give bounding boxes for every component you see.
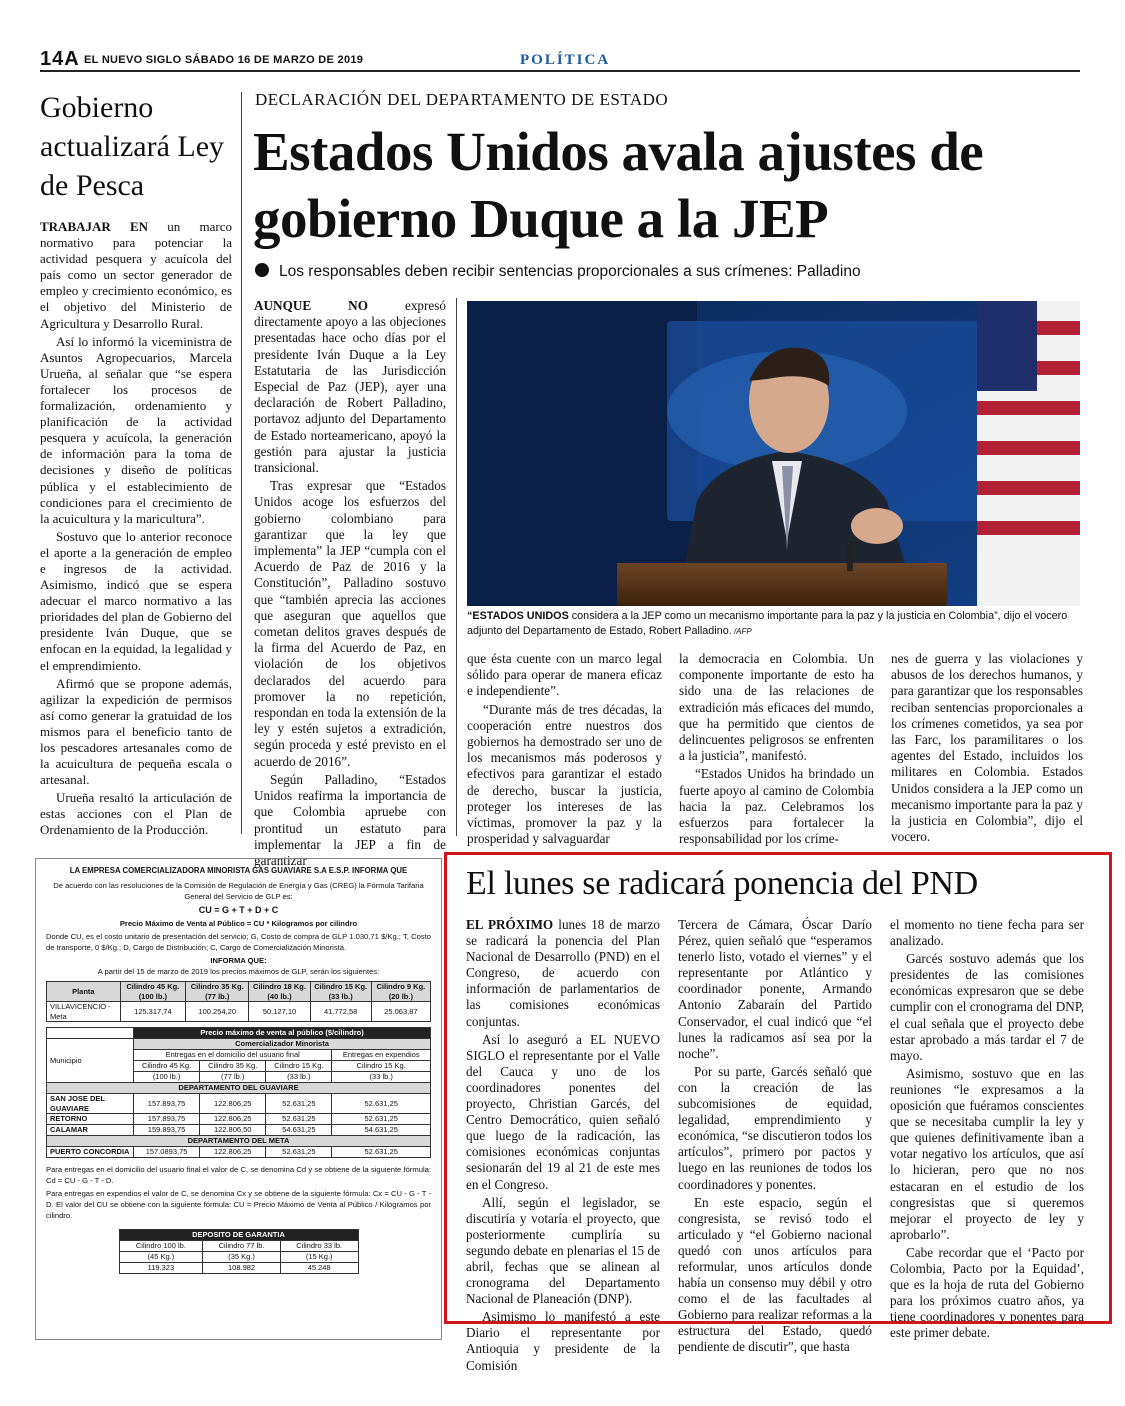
table-cell: 122.806,25 (200, 1147, 266, 1158)
main-paragraph: Tras expresar que “Estados Unidos acoge los esfuerzos del gobierno colombiano para garantizar que la ley que implementa” la JEP “cumpla con el Acuerdo de Paz de 2016 y la Constitución”, Palladino sostuvo que “también aprecia las acciones que aseguran que aquellos que cometan delitos graves después de la firma del Acuerdo de Paz, en violación de los objetivos declarados del acuerdo para promover la no repetición, respondan en toda la extensión de la ley y estén sujetos a extradición, según proceda y esté previsto en el acuerdo de 2016”. (254, 478, 446, 769)
table-row (119, 1263, 358, 1274)
table-header-cell: Entregas en expendios (332, 1050, 431, 1061)
table-header-cell: Comercializador Minorista (134, 1039, 431, 1050)
table-header-cell: Cilindro 9 Kg. (20 lb.) (371, 982, 430, 1002)
sidebar-body (40, 219, 232, 839)
caption-credit: /AFP (731, 627, 752, 636)
pnd-col-3 (890, 917, 1084, 1343)
table-header-cell: Cilindro 45 Kg. (134, 1061, 200, 1072)
notice-informa: INFORMA QUE: (210, 956, 267, 965)
gas-price-notice (35, 858, 442, 1340)
department-heading: DEPARTAMENTO DEL META (47, 1136, 431, 1147)
main-paragraph: Según Palladino, “Estados Unidos reafirma la importancia de que Colombia apruebe con prontitud un estatuto para implementar la JEP a fin de garantizar (254, 771, 446, 868)
table-header-cell: Municipio (47, 1039, 134, 1083)
sidebar-paragraph: Afirmó que se propone además, agilizar la expedición de permisos así como generar la gratuidad de los mismos para el beneficio tanto de los pescadores artesanales como de la acuicultura de pequeña escala o artesanal. (40, 675, 232, 788)
press-photo (467, 301, 1080, 606)
table-row (47, 1147, 431, 1158)
table-cell: SAN JOSE DEL GUAVIARE (47, 1094, 134, 1114)
table-row (47, 1114, 431, 1125)
main-paragraph: la democracia en Colombia. Un componente importante de esto ha sido una de las relaciones de extradición más eficaces del mundo, que ha permitido que cientos de delincuentes peligrosos se enfrenten a la justicia”, manifestó. (679, 651, 874, 764)
bullet-icon (255, 263, 269, 277)
kicker: DECLARACIÓN DEL DEPARTAMENTO DE ESTADO (255, 90, 669, 109)
sidebar-paragraph: un marco normativo para potenciar la actividad pesquera y acuícola del país como un sector generador de empleo y crecimiento económico, es el objetivo del Ministerio de Agricultura y Desarrollo Rural. (40, 219, 233, 331)
table-header-cell: Cilindro 77 lb. (203, 1241, 281, 1252)
pnd-paragraph: Asimismo lo manifestó a este Diario el representante por Antioquia y presidente de la Comisión (466, 1309, 660, 1373)
plant-price-table (46, 981, 431, 1022)
notice-note: Para entregas en el domicilio del usuario final el valor de C, se denomina Cd y se obtiene de la siguiente fórmula: Cd = CU - G - T - D. (46, 1165, 431, 1185)
table-cell: 157.893,75 (134, 1114, 200, 1125)
pnd-paragraph: lunes 18 de marzo se radicará la ponencia del Plan Nacional de Desarrollo (PND) en el Congreso, de acuerdo con información de parlamentarios de las comisiones económicas conjuntas. (466, 917, 661, 1029)
table-cell: 52.631,25 (266, 1114, 332, 1125)
table-header-cell: Cilindro 15 Kg. (33 lb.) (310, 982, 371, 1002)
pnd-col-2 (678, 917, 872, 1358)
subhead (255, 263, 861, 281)
table-cell: 25.063,87 (371, 1002, 430, 1022)
sidebar-paragraph: Sostuvo que lo anterior reconoce el aporte a la generación de empleo e ingresos de la actividad. Asimismo, indicó que se espera adecuar el marco normativo a las prioridades del plan de Gobierno del presidente Iván Duque, que se enfocan en la equidad, la legalidad y el emprendimiento. (40, 528, 232, 673)
table-cell: 50.127,10 (249, 1002, 310, 1022)
sidebar-paragraph: Urueña resaltó la articulación de estas acciones con el Plan de Ordenamiento de la Producción. (40, 790, 232, 838)
main-col-4 (891, 651, 1083, 847)
table-header-cell: (77 lb.) (200, 1072, 266, 1083)
table-cell: 52.631,25 (332, 1147, 431, 1158)
table-cell: CALAMAR (47, 1125, 134, 1136)
main-paragraph: que ésta cuente con un marco legal sólido para operar de manera eficaz e independiente”. (467, 651, 662, 699)
main-lead: AUNQUE NO (254, 298, 368, 313)
table-cell: 159.893,75 (134, 1125, 200, 1136)
notice-price-formula: Precio Máximo de Venta al Público = CU * Kilogramos por cilindro (119, 919, 358, 928)
table-cell: 122.806,50 (200, 1125, 266, 1136)
table-cell: 52.631,25 (332, 1094, 431, 1114)
main-col-1 (254, 298, 446, 871)
table-cell: 54.631,25 (332, 1125, 431, 1136)
pnd-col-1 (466, 917, 660, 1376)
notice-from-date: A partir del 15 de marzo de 2019 los precios máximos de GLP, serán los siguientes: (97, 967, 380, 976)
table-header-cell: (33 lb.) (266, 1072, 332, 1083)
notice-formula: CU = G + T + D + C (198, 905, 279, 915)
table-header-cell: (15 Kg.) (280, 1252, 358, 1263)
subhead-text: Los responsables deben recibir sentencias proporcionales a sus crímenes: Palladino (279, 263, 861, 280)
table-cell: 52.631,25 (332, 1114, 431, 1125)
table-header-cell: Planta (47, 982, 121, 1002)
pnd-paragraph: Tercera de Cámara, Óscar Darío Pérez, quien señaló que “esperamos tenerlo listo, votado el viernes” y el representante por Atlántico y coordinador ponente, Armando Antonio Zabaraín del Partido Conservador, el cual indicó que “el lunes la radicamos así sea por la noche”. (678, 917, 872, 1061)
table-header-cell: Cilindro 33 lb. (280, 1241, 358, 1252)
pnd-paragraph: Cabe recordar que el ‘Pacto por Colombia, Pacto por la Equidad’, que es la hoja de ruta del Gobierno para los próximos cuatro años, ya tiene coordinadores y ponentes para este primer debate. (890, 1244, 1084, 1341)
table-title: Precio máximo de venta al público ($/cilindro) (134, 1028, 431, 1039)
table-cell: 122.806,25 (200, 1114, 266, 1125)
main-paragraph: “Durante más de tres décadas, la cooperación entre nuestros dos gobiernos ha demostrado ser uno de los mecanismos más poderosos y efectivos para garantizar el estado de derecho, buscar la justicia, proteger los intereses de las víctimas, promover la paz y la prosperidad y salvaguardar (467, 701, 662, 847)
table-cell: 108.982 (203, 1263, 281, 1274)
table-cell: 157.0893,75 (134, 1147, 200, 1158)
podium (617, 563, 947, 606)
pnd-paragraph: Garcés sostuvo además que los presidentes de las comisiones económicas expresaron que se debe cumplir con el cronograma del DNP, el cual señala que el proyecto debe estar aprobado a más tardar el 7 de mayo. (890, 951, 1084, 1063)
table-header-cell: (35 Kg.) (203, 1252, 281, 1263)
table-cell: 119.323 (119, 1263, 203, 1274)
pnd-paragraph: el momento no tiene fecha para ser analizado. (890, 917, 1084, 949)
table-header-cell: Cilindro 100 lb. (119, 1241, 203, 1252)
table-header-cell: Cilindro 35 Kg. (77 lb.) (186, 982, 249, 1002)
pnd-paragraph: Por su parte, Garcés señaló que con la creación de las subcomisiones de equidad, legalidad, emprendimiento y económica, “se discutieron todos los artículos”, primero por pactos y luego en las reuniones de todos los coordinadores y ponentes. (678, 1063, 872, 1192)
spokesperson-photo (467, 301, 1080, 606)
pnd-headline: El lunes se radicará ponencia del PND (466, 865, 978, 902)
column-rule (241, 92, 242, 834)
table-header-cell: Cilindro 35 Kg. (200, 1061, 266, 1072)
notice-title: LA EMPRESA COMERCIALIZADORA MINORISTA GAS GUAVIARE S.A E.S.P. INFORMA QUE (69, 866, 408, 875)
table-header (47, 982, 431, 1002)
table-cell: 157.893,75 (134, 1094, 200, 1114)
table-header-cell: (45 Kg.) (119, 1252, 203, 1263)
table-cell: 41.772,58 (310, 1002, 371, 1022)
table-header-cell: Cilindro 45 Kg. (100 lb.) (120, 982, 185, 1002)
deposit-table (119, 1229, 359, 1274)
pnd-paragraph: En este espacio, según el congresista, se revisó todo el articulado y “el Gobierno nacional quedó con unos artículos para reformular, unos artículos donde había un consenso muy débil y otro como el de las facultades al Gobierno para realizar reformas a la estructura del Estado, quedó pendiente de discutir”, que hasta (678, 1194, 872, 1355)
table-cell: 100.254,20 (186, 1002, 249, 1022)
municipal-price-table (46, 1027, 431, 1158)
pnd-paragraph: Así lo aseguró a EL NUEVO SIGLO el representante por el Valle del Cauca y uno de los coordinadores ponentes del proyecto, Christian Garcés, del Centro Democrático, quien señaló que luego de la radicación, las comisiones económicas conjuntas sesionarán del 19 al 21 de este mes en el Congreso. (466, 1031, 660, 1192)
pnd-paragraph: Asimismo, sostuvo que en las reuniones “le expresamos a la oposición que fuéramos conscientes que se necesitaba cumplir la ley y que quienes definitivamente iban a votar negativo los artículos, que así lo hicieran, pero que no nos estacaran en el estudio de los congresistas que si queremos mejorar el proyecto de ley y aprobarlo”. (890, 1065, 1084, 1242)
sidebar-article (40, 88, 232, 841)
table-cell: 125.317,74 (120, 1002, 185, 1022)
table-cell: PUERTO CONCORDIA (47, 1147, 134, 1158)
page-number: 14A (40, 48, 80, 70)
notice-definitions: Donde CU, es el costo unitario de presentación del servicio; G, Costo de compra de GLP 1.030,71 $/Kg.; T, Costo de transporte, 0 $/Kg.; D, Cargo de Distribución; C, Cargo de Comercialización Minorista. (46, 932, 431, 952)
notice-intro: De acuerdo con las resoluciones de la Comisión de Regulación de Energía y Gas (CREG) la Fórmula Tarifaria General del Servicio de GLP es: (53, 881, 424, 901)
caption-lead: “ESTADOS UNIDOS (467, 610, 569, 622)
table-header-cell: Cilindro 15 Kg. (266, 1061, 332, 1072)
table-header-cell: (100 lb.) (134, 1072, 200, 1083)
table-cell: 52.631,25 (266, 1147, 332, 1158)
caption-text: considera a la JEP como un mecanismo importante para la paz y la justicia en Colombia”, dijo el vocero adjunto del Departamento de Estado, Robert Palladino. (467, 610, 1068, 637)
table-cell: 54.631,25 (266, 1125, 332, 1136)
notice-note: Para entregas en expendios el valor de C, se denomina Cx y se obtiene de la siguiente fórmula: Cx = CU - G - T - D. El valor del CU se obtiene con la siguiente fórmula: CU = Precio Máximo de Venta al Público / Kilogramos por cilindro. (46, 1189, 431, 1220)
sidebar-lead: TRABAJAR EN (40, 219, 149, 234)
table-cell: VILLAVICENCIO - Meta (47, 1002, 121, 1022)
main-headline: Estados Unidos avala ajustes de gobierno Duque a la JEP (253, 121, 984, 249)
table-row (47, 1094, 431, 1114)
table-header-cell: (33 lb.) (332, 1072, 431, 1083)
main-col-2 (467, 651, 662, 849)
photo-caption (467, 609, 1080, 639)
section-title: POLÍTICA (520, 52, 611, 68)
table-title: DEPOSITO DE GARANTIA (119, 1230, 358, 1241)
table-header-cell: Entregas en el domicilio del usuario final (134, 1050, 332, 1061)
table-row (47, 1002, 431, 1022)
page-folio (40, 48, 1080, 72)
table-cell: 52.631,25 (266, 1094, 332, 1114)
department-heading: DEPARTAMENTO DEL GUAVIARE (47, 1083, 431, 1094)
table-row (47, 1125, 431, 1136)
main-paragraph: expresó directamente apoyo a las objeciones presentadas hace ocho días por el presidente Iván Duque a la Ley Estatutaria de las Jurisdicción Especial de Paz (JEP), ayer una declaración de Robert Palladino, portavoz adjunto del Departamento de Estado norteamericano, apoyó la gestión para ajustar la justicia transicional. (254, 298, 446, 476)
sidebar-headline: Gobierno actualizará Ley de Pesca (40, 91, 225, 202)
table-header-cell: Cilindro 18 Kg. (40 lb.) (249, 982, 310, 1002)
table-header-cell: Cilindro 15 Kg. (332, 1061, 431, 1072)
main-paragraph: nes de guerra y las violaciones y abusos de los derechos humanos, y para garantizar que los responsables reciban sentencias proporcionales a los crímenes cometidos, ya sea por las Farc, los paramilitares o los agentes del Estado, incluidos los militares en Colombia. Estados Unidos considera a la JEP como un mecanismo importante para la paz y la justicia en Colombia”, dijo el vocero. (891, 651, 1083, 845)
pnd-lead: EL PRÓXIMO (466, 917, 554, 932)
main-col-3 (679, 651, 874, 849)
sidebar-paragraph: Así lo informó la viceministra de Asuntos Agropecuarios, Marcela Urueña, al señalar que “se espera fortalecer los procesos de formalización, ordenamiento y planificación de la actividad pesquera y acuícola, la generación de información para la toma de decisiones y diseño de políticas pública y el establecimiento de condiciones para el crecimiento de la acuicultura y la maricultura”. (40, 333, 232, 526)
table-cell: RETORNO (47, 1114, 134, 1125)
pnd-paragraph: Allí, según el legislador, se discutiría y votaría el proyecto, que posteriormente cumpliría su segundo debate en plenarias el 15 de abril, fechas que se alinean al cronograma del Departamento Nacional de Planeación (DNP). (466, 1194, 660, 1307)
us-flag (977, 301, 1080, 606)
column-rule (456, 298, 457, 836)
table-cell: 122.806,25 (200, 1094, 266, 1114)
main-paragraph: “Estados Unidos ha brindado un fuerte apoyo al camino de Colombia hacia la paz. Celebramos los esfuerzos para fortalecer la responsabilidad por los críme- (679, 766, 874, 847)
newspaper-date-line: EL NUEVO SIGLO SÁBADO 16 DE MARZO DE 2019 (84, 54, 364, 66)
table-cell: 45.248 (280, 1263, 358, 1274)
